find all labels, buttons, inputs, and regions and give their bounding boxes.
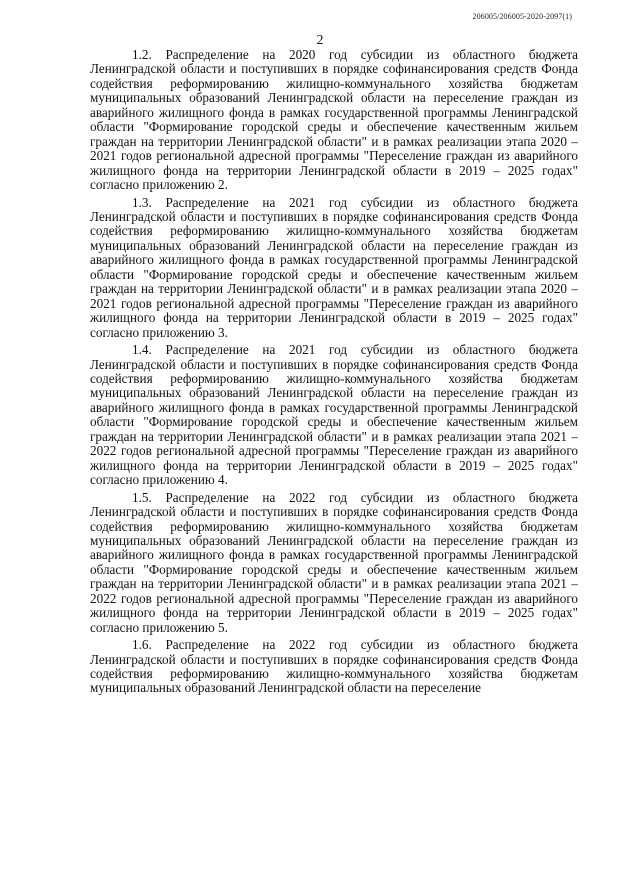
paragraph-1-5: 1.5. Распределение на 2022 год субсидии из областного бюджета Ленинградской области и поступивших в порядке софинансирования средств Фонда содействия реформированию жилищно-коммунального хозяйства бюджетам муниципальных образований Ленинградской области на переселение граждан из аварийного жилищного фонда в рамках государственной программы Ленинградской области "Формирование городской среды и обеспечение качественным жильем граждан на территории Ленинградской области" и в рамках реализации этапа 2021 – 2022 годов региональной адресной программы "Переселение граждан из аварийного жилищного фонда на территории Ленинградской области в 2019 – 2025 годах" согласно приложению 5.: [90, 489, 578, 635]
paragraph-1-3: 1.3. Распределение на 2021 год субсидии из областного бюджета Ленинградской области и поступивших в порядке софинансирования средств Фонда содействия реформированию жилищно-коммунального хозяйства бюджетам муниципальных образований Ленинградской области на переселение граждан из аварийного жилищного фонда в рамках государственной программы Ленинградской области "Формирование городской среды и обеспечение качественным жильем граждан на территории Ленинградской области" и в рамках реализации этапа 2020 – 2021 годов региональной адресной программы "Переселение граждан из аварийного жилищного фонда на территории Ленинградской области в 2019 – 2025 годах" согласно приложению 3.: [90, 194, 578, 340]
paragraph-1-2: 1.2. Распределение на 2020 год субсидии из областного бюджета Ленинградской области и поступивших в порядке софинансирования средств Фонда содействия реформированию жилищно-коммунального хозяйства бюджетам муниципальных образований Ленинградской области на переселение граждан из аварийного жилищного фонда в рамках государственной программы Ленинградской области "Формирование городской среды и обеспечение качественным жильем граждан на территории Ленинградской области" и в рамках реализации этапа 2020 – 2021 годов региональной адресной программы "Переселение граждан из аварийного жилищного фонда на территории Ленинградской области в 2019 – 2025 годах" согласно приложению 2.: [90, 47, 578, 193]
paragraph-1-6: 1.6. Распределение на 2022 год субсидии из областного бюджета Ленинградской области и поступивших в порядке софинансирования средств Фонда содействия реформированию жилищно-коммунального хозяйства бюджетам муниципальных образований Ленинградской области на переселение: [90, 637, 578, 696]
page-number: 2: [316, 33, 324, 48]
document-code: 206005/206005-2020-2097(1): [472, 12, 572, 21]
paragraph-1-4: 1.4. Распределение на 2021 год субсидии из областного бюджета Ленинградской области и поступивших в порядке софинансирования средств Фонда содействия реформированию жилищно-коммунального хозяйства бюджетам муниципальных образований Ленинградской области на переселение граждан из аварийного жилищного фонда в рамках государственной программы Ленинградской области "Формирование городской среды и обеспечение качественным жильем граждан на территории Ленинградской области" и в рамках реализации этапа 2021 – 2022 годов региональной адресной программы "Переселение граждан из аварийного жилищного фонда на территории Ленинградской области в 2019 – 2025 годах" согласно приложению 4.: [90, 342, 578, 488]
document-body: [90, 48, 578, 699]
